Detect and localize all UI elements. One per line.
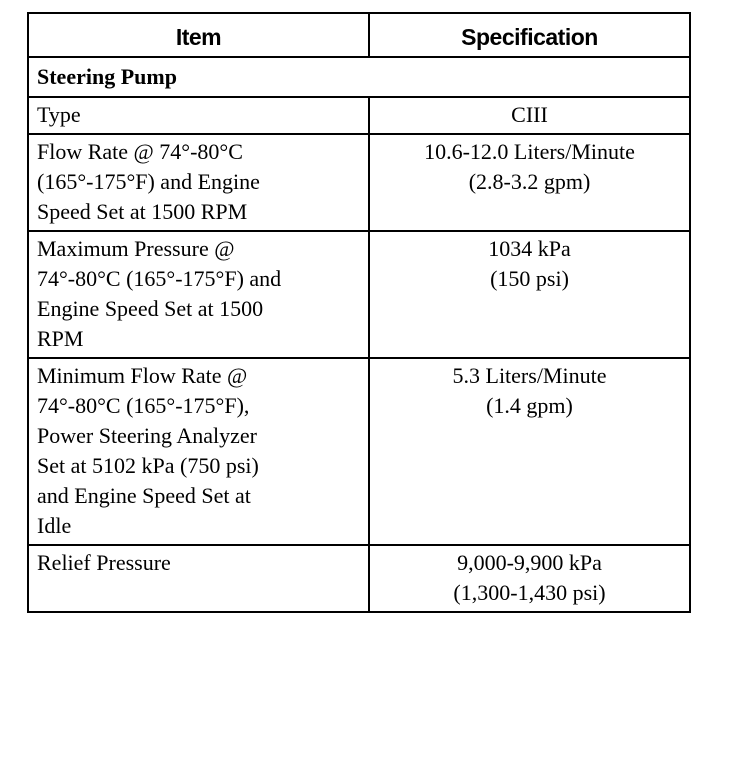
item-text-line: Power Steering Analyzer bbox=[37, 423, 257, 448]
item-text-line: Speed Set at 1500 RPM bbox=[37, 199, 248, 224]
item-text-line: Idle bbox=[37, 513, 72, 538]
item-text-line: 74°-80°C (165°-175°F) and bbox=[37, 266, 282, 291]
specification-text-line: (150 psi) bbox=[490, 266, 569, 291]
specification-text-line: CIII bbox=[511, 102, 548, 127]
specification-cell bbox=[369, 97, 690, 134]
item-text-line: Flow Rate @ 74°-80°C bbox=[37, 139, 243, 164]
item-text-line: (165°-175°F) and Engine bbox=[37, 169, 260, 194]
specification-cell bbox=[369, 134, 690, 231]
specification-cell bbox=[369, 231, 690, 358]
specification-text-line: 10.6-12.0 Liters/Minute bbox=[424, 139, 635, 164]
table-row bbox=[28, 358, 690, 545]
header-specification: Specification bbox=[369, 13, 690, 57]
item-cell bbox=[28, 134, 369, 231]
item-text-line: Relief Pressure bbox=[37, 550, 171, 575]
table-row bbox=[28, 97, 690, 134]
item-text-line: and Engine Speed Set at bbox=[37, 483, 251, 508]
item-text-line: 74°-80°C (165°-175°F), bbox=[37, 393, 250, 418]
specification-cell bbox=[369, 545, 690, 612]
item-text-line: RPM bbox=[37, 326, 84, 351]
spec-table bbox=[27, 12, 691, 613]
header-row bbox=[28, 13, 690, 57]
table-row bbox=[28, 231, 690, 358]
table-row bbox=[28, 545, 690, 612]
specification-text-line: (1.4 gpm) bbox=[486, 393, 573, 418]
specification-cell bbox=[369, 358, 690, 545]
item-cell bbox=[28, 231, 369, 358]
item-text-line: Set at 5102 kPa (750 psi) bbox=[37, 453, 259, 478]
item-cell bbox=[28, 97, 369, 134]
item-text-line: Type bbox=[37, 102, 81, 127]
item-cell bbox=[28, 358, 369, 545]
specification-text-line: 1034 kPa bbox=[488, 236, 571, 261]
specification-text-line: 5.3 Liters/Minute bbox=[452, 363, 607, 388]
header-item: Item bbox=[28, 13, 369, 57]
item-text-line: Maximum Pressure @ bbox=[37, 236, 235, 261]
specification-text-line: (1,300-1,430 psi) bbox=[453, 580, 606, 605]
item-cell bbox=[28, 545, 369, 612]
table-row bbox=[28, 134, 690, 231]
section-row bbox=[28, 57, 690, 97]
specification-text-line: 9,000-9,900 kPa bbox=[457, 550, 602, 575]
item-text-line: Engine Speed Set at 1500 bbox=[37, 296, 264, 321]
section-title: Steering Pump bbox=[28, 57, 690, 97]
specification-text-line: (2.8-3.2 gpm) bbox=[468, 169, 591, 194]
item-text-line: Minimum Flow Rate @ bbox=[37, 363, 248, 388]
